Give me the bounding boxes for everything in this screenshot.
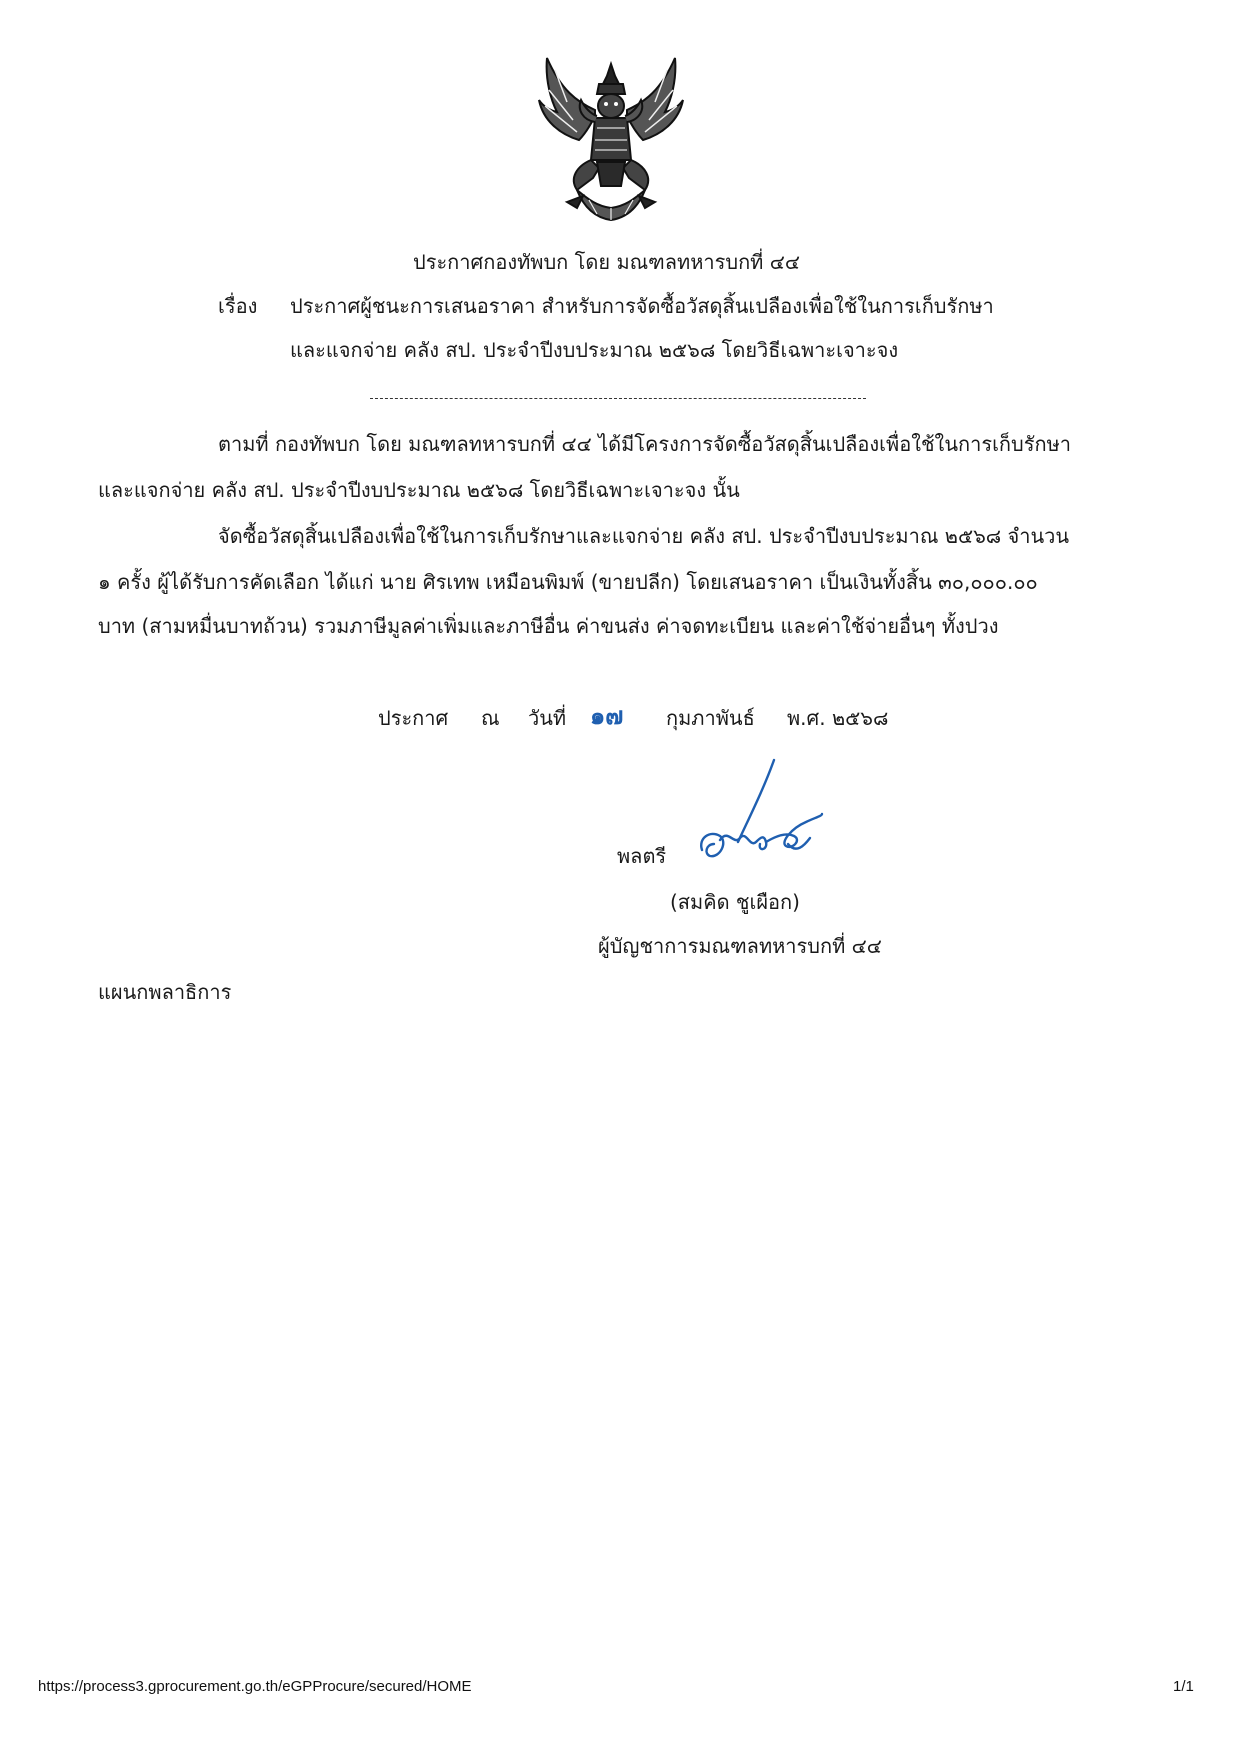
signer-position: ผู้บัญชาการมณฑลทหารบกที่ ๔๔ [598, 934, 882, 958]
subject-line-1: ประกาศผู้ชนะการเสนอราคา สำหรับการจัดซื้อวัสดุสิ้นเปลืองเพื่อใช้ในการเก็บรักษา [290, 294, 994, 318]
divider-line [370, 398, 866, 399]
signer-rank: พลตรี [617, 844, 667, 868]
paragraph-1-line-1: ตามที่ กองทัพบก โดย มณฑลทหารบกที่ ๔๔ ได้มีโครงการจัดซื้อวัสดุสิ้นเปลืองเพื่อใช้ในการเก็บรักษา [218, 432, 1071, 456]
paragraph-2-line-2: ๑ ครั้ง ผู้ได้รับการคัดเลือก ได้แก่ นาย ศิรเทพ เหมือนพิมพ์ (ขายปลีก) โดยเสนอราคา เป็นเงินทั้งสิ้น ๓๐,๐๐๐.๐๐ [98, 570, 1038, 594]
garuda-emblem [537, 50, 685, 222]
announce-year: พ.ศ. ๒๕๖๘ [787, 706, 889, 730]
footer-url: https://process3.gprocurement.go.th/eGPProcure/secured/HOME [38, 1678, 472, 1695]
announce-day-handwritten: ๑๗ [590, 702, 624, 730]
announce-label: ประกาศ [378, 706, 449, 730]
signer-name: (สมคิด ชูเผือก) [670, 890, 800, 914]
subject-line-2: และแจกจ่าย คลัง สป. ประจำปีงบประมาณ ๒๕๖๘ โดยวิธีเฉพาะเจาะจง [290, 338, 899, 362]
issuer-heading: ประกาศกองทัพบก โดย มณฑลทหารบกที่ ๔๔ [413, 250, 800, 274]
announce-at: ณ [481, 706, 500, 730]
announce-month: กุมภาพันธ์ [666, 706, 755, 730]
paragraph-2-line-3: บาท (สามหมื่นบาทถ้วน) รวมภาษีมูลค่าเพิ่มและภาษีอื่น ค่าขนส่ง ค่าจดทะเบียน และค่าใช้จ่ายอื่นๆ ทั้งปวง [98, 614, 999, 638]
department-name: แผนกพลาธิการ [98, 980, 232, 1004]
handwritten-signature [694, 758, 824, 870]
paragraph-1-line-2: และแจกจ่าย คลัง สป. ประจำปีงบประมาณ ๒๕๖๘ โดยวิธีเฉพาะเจาะจง นั้น [98, 478, 740, 502]
subject-label: เรื่อง [218, 294, 258, 318]
footer-page-number: 1/1 [1173, 1678, 1194, 1695]
paragraph-2-line-1: จัดซื้อวัสดุสิ้นเปลืองเพื่อใช้ในการเก็บรักษาและแจกจ่าย คลัง สป. ประจำปีงบประมาณ ๒๕๖๘ จำนวน [218, 524, 1070, 548]
announce-day-label: วันที่ [528, 706, 567, 730]
